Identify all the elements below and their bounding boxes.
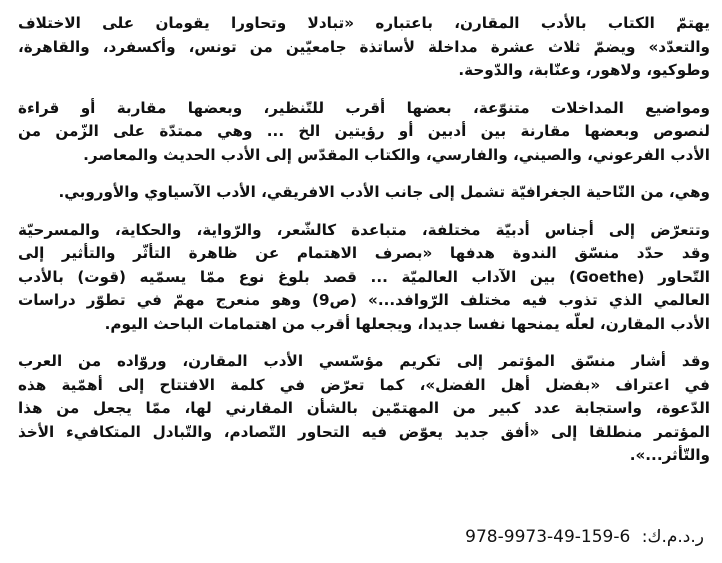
text-line: الدّعوة، واستجابة عدد كبير من المهتمّين بالشأن المقارني لها، ممّا يجعل من هذا xyxy=(18,399,710,417)
text-line: والتّأثر...». xyxy=(629,446,710,464)
paragraph-5 xyxy=(18,350,710,468)
text-line: في اعتراف «بفضل أهل الفضل»، كما تعرّض في كلمة الافتتاح إلى أهمّية هذه xyxy=(18,375,710,394)
text-line: وقد حدّد منسّق الندوة هدفها «بصرف الاهتمام عن ظاهرة التأثّر والتأثير إلى xyxy=(18,244,710,262)
isbn-label: ر.د.م.ك: xyxy=(641,527,704,547)
paragraph-4 xyxy=(18,219,710,337)
text-line: والتعدّد» ويضمّ ثلاث عشرة مداخلة لأساتذة جامعيّين من تونس، وأكسفرد، والقاهرة، xyxy=(18,37,710,56)
text-line: الأدب المقارن، لعلّه يمنحها نفسا جديدا، ويجعلها أقرب من اهتمامات الباحث اليوم. xyxy=(104,314,710,333)
text-line: المؤتمر منطلقا إلى «أفق جديد يعوّض فيه التحاور التّصادم، والتّبادل المتكافيء الأخذ xyxy=(18,422,710,441)
paragraph-1 xyxy=(18,12,710,83)
isbn-number: 978-9973-49-159-6 xyxy=(465,527,631,547)
text-line: العالمي الذي تذوب فيه مختلف الرّوافد...» (ص9) وهو منعرج مهمّ في تطوّر دراسات xyxy=(18,291,711,309)
isbn-line xyxy=(465,527,704,547)
paragraph-2 xyxy=(18,97,710,168)
article-body xyxy=(18,12,710,482)
paragraph-3 xyxy=(18,181,710,205)
text-line: وهي، من النّاحية الجغرافيّة تشمل إلى جانب الأدب الافريقي، الأدب الآسياوي والأوروبي. xyxy=(58,183,710,201)
text-line: يهتمّ الكتاب بالأدب المقارن، باعتباره «تبادلا وتحاورا يقومان على الاختلاف xyxy=(18,14,710,32)
text-line: الأدب الفرعوني، والصيني، والفارسي، والكتاب المقدّس إلى الأدب الحديث والمعاصر. xyxy=(83,145,710,164)
text-line: وتتعرّض إلى أجناس أدبيّة مختلفة، متباعدة كالشّعر، والرّواية، والحكاية، والمسرحيّة xyxy=(18,220,710,239)
text-line: وطوكيو، ولاهور، وعنّابة، والدّوحة. xyxy=(458,61,710,79)
text-line: لنصوص وبعضها مقارنة بين أدبين أو رؤيتين الخ ... وهي ممتدّة على الزّمن من xyxy=(18,122,710,140)
text-line: ومواضيع المداخلات متنوّعة، بعضها أقرب للتّنظير، وبعضها مقاربة أو قراءة xyxy=(18,98,710,117)
text-line: التّحاور (Goethe) بين الآداب العالميّة ... قصد بلوغ نوع ممّا يسمّيه (قوت) بالأدب xyxy=(18,267,711,286)
text-line: وقد أشار منسّق المؤتمر إلى تكريم مؤسّسي الأدب المقارن، وروّاده من العرب xyxy=(18,352,710,370)
